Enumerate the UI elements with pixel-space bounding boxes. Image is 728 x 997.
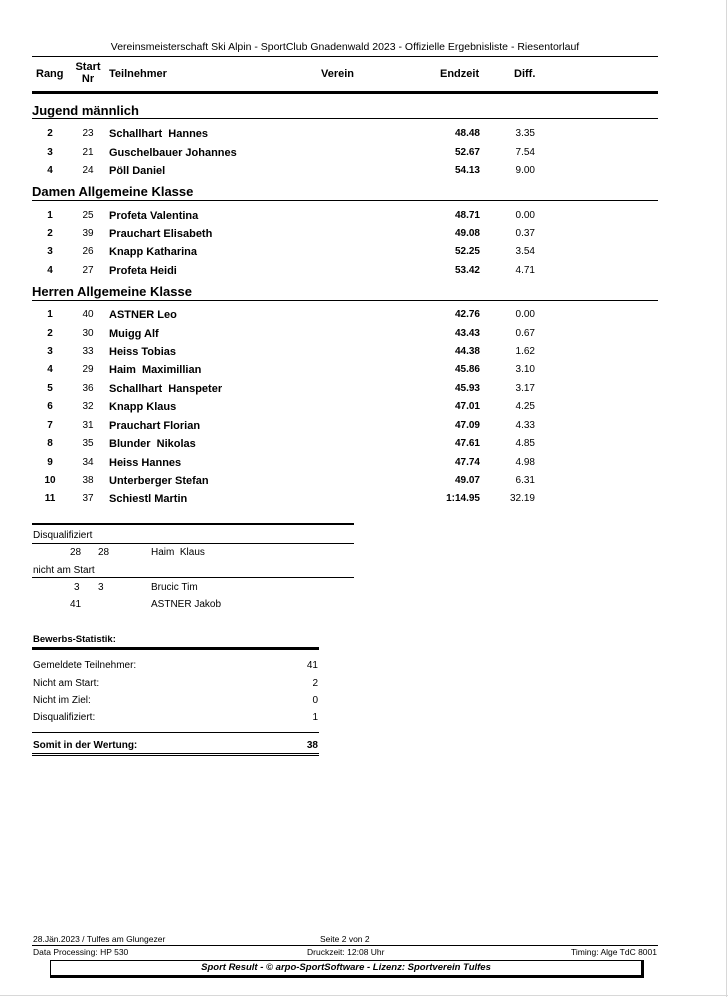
participant-name: Heiss Tobias — [109, 346, 177, 358]
dns-number: 41 — [70, 599, 82, 610]
table-row — [0, 265, 728, 281]
time-diff: 3.54 — [515, 246, 535, 257]
rank: 6 — [47, 401, 53, 412]
time-diff: 0.00 — [515, 210, 535, 221]
stat-value: 0 — [312, 695, 318, 706]
start-number: 34 — [82, 457, 94, 468]
table-row — [0, 364, 728, 380]
rank: 4 — [47, 364, 53, 375]
stat-label: Disqualifiziert: — [33, 712, 96, 723]
participant-name: Schallhart Hanspeter — [109, 383, 223, 395]
rank: 4 — [47, 165, 53, 176]
col-start-line2: Nr — [81, 73, 95, 85]
participant-name: Heiss Hannes — [109, 457, 182, 469]
time-diff: 7.54 — [515, 147, 535, 158]
start-number: 39 — [82, 228, 94, 239]
start-number: 26 — [82, 246, 94, 257]
end-time: 49.07 — [454, 475, 480, 486]
time-diff: 3.17 — [515, 383, 535, 394]
stat-total-value: 38 — [306, 740, 318, 751]
time-diff: 3.35 — [515, 128, 535, 139]
section-title: Herren Allgemeine Klasse — [32, 284, 192, 299]
col-teilnehmer: Teilnehmer — [109, 68, 167, 80]
participant-name: Knapp Katharina — [109, 246, 198, 258]
participant-name: Profeta Heidi — [109, 265, 177, 277]
table-row — [0, 420, 728, 436]
time-diff: 4.98 — [515, 457, 535, 468]
rank: 2 — [47, 128, 53, 139]
time-diff: 4.33 — [515, 420, 535, 431]
start-number: 23 — [82, 128, 94, 139]
start-number: 30 — [82, 328, 94, 339]
start-number: 32 — [82, 401, 94, 412]
participant-name: Prauchart Florian — [109, 420, 201, 432]
stats-title: Bewerbs-Statistik: — [33, 634, 116, 645]
stats-sum-rule — [32, 732, 319, 733]
end-time: 44.38 — [454, 346, 480, 357]
start-number: 24 — [82, 165, 94, 176]
start-number: 33 — [82, 346, 94, 357]
dns-number: 3 — [74, 582, 80, 593]
end-time: 49.08 — [454, 228, 480, 239]
start-number: 21 — [82, 147, 94, 158]
col-diff: Diff. — [514, 68, 536, 80]
rank: 4 — [47, 265, 53, 276]
participant-name: Prauchart Elisabeth — [109, 228, 213, 240]
participant-name: ASTNER Leo — [109, 309, 177, 321]
dns-rule — [32, 577, 354, 578]
table-row — [0, 309, 728, 325]
time-diff: 9.00 — [515, 165, 535, 176]
stat-value: 1 — [312, 712, 318, 723]
dsq-title: Disqualifiziert — [33, 530, 93, 541]
footer-rule — [32, 945, 658, 946]
time-diff: 3.10 — [515, 364, 535, 375]
section-rule — [32, 300, 658, 301]
rank: 2 — [47, 328, 53, 339]
start-number: 36 — [82, 383, 94, 394]
rank: 3 — [47, 147, 53, 158]
table-row — [0, 457, 728, 473]
table-row — [0, 346, 728, 362]
time-diff: 0.37 — [515, 228, 535, 239]
table-row — [0, 328, 728, 344]
participant-name: Schallhart Hannes — [109, 128, 209, 140]
table-row — [0, 210, 728, 226]
col-start — [72, 61, 104, 85]
participant-name: Guschelbauer Johannes — [109, 147, 237, 159]
stats-top-rule — [32, 647, 319, 650]
dsq-number: 28 — [70, 547, 82, 558]
header-bottom-rule — [32, 91, 658, 94]
end-time: 47.09 — [454, 420, 480, 431]
end-time: 48.71 — [454, 210, 480, 221]
dns-name: ASTNER Jakob — [151, 599, 222, 610]
stat-label: Gemeldete Teilnehmer: — [33, 660, 137, 671]
rank: 3 — [47, 346, 53, 357]
start-number: 37 — [82, 493, 94, 504]
participant-name: Schiestl Martin — [109, 493, 188, 505]
table-row — [0, 383, 728, 399]
end-time: 48.48 — [454, 128, 480, 139]
time-diff: 6.31 — [515, 475, 535, 486]
table-row — [0, 228, 728, 244]
dsq-rule — [32, 543, 354, 544]
rank: 11 — [44, 493, 56, 504]
table-row — [0, 475, 728, 491]
dns-name: Brucic Tim — [151, 582, 198, 593]
participant-name: Pöll Daniel — [109, 165, 166, 177]
start-number: 27 — [82, 265, 94, 276]
col-start-line1: Start — [75, 61, 101, 73]
col-endzeit: Endzeit — [440, 68, 480, 80]
end-time: 47.61 — [454, 438, 480, 449]
header-rule — [32, 56, 658, 57]
participant-name: Knapp Klaus — [109, 401, 177, 413]
start-number: 40 — [82, 309, 94, 320]
footer-page: Seite 2 von 2 — [320, 934, 370, 944]
section-rule — [32, 118, 658, 119]
end-time: 47.74 — [454, 457, 480, 468]
end-time: 54.13 — [454, 165, 480, 176]
rank: 8 — [47, 438, 53, 449]
table-row — [0, 165, 728, 181]
rank: 3 — [47, 246, 53, 257]
end-time: 52.67 — [454, 147, 480, 158]
section-rule — [32, 200, 658, 201]
dns-title: nicht am Start — [33, 565, 95, 576]
col-verein: Verein — [321, 68, 355, 80]
end-time: 43.43 — [454, 328, 480, 339]
rank: 2 — [47, 228, 53, 239]
start-number: 29 — [82, 364, 94, 375]
participant-name: Profeta Valentina — [109, 210, 199, 222]
section-title: Jugend männlich — [32, 103, 139, 118]
rank: 9 — [47, 457, 53, 468]
rank: 5 — [47, 383, 53, 394]
end-time: 1:14.95 — [446, 493, 480, 504]
participant-name: Haim Maximillian — [109, 364, 202, 376]
time-diff: 1.62 — [515, 346, 535, 357]
time-diff: 4.25 — [515, 401, 535, 412]
dsq-start: 28 — [98, 547, 110, 558]
end-time: 42.76 — [454, 309, 480, 320]
time-diff: 4.85 — [515, 438, 535, 449]
table-row — [0, 147, 728, 163]
participant-name: Unterberger Stefan — [109, 475, 209, 487]
dsq-top-rule — [32, 523, 354, 525]
stats-bottom-rule — [32, 753, 319, 754]
start-number: 38 — [82, 475, 94, 486]
stat-label: Nicht im Ziel: — [33, 695, 91, 706]
stat-value: 41 — [306, 660, 318, 671]
footer-timing: Timing: Alge TdC 8001 — [571, 947, 657, 957]
footer-print-time: Druckzeit: 12:08 Uhr — [307, 947, 385, 957]
rank: 10 — [44, 475, 56, 486]
time-diff: 0.00 — [515, 309, 535, 320]
page-edge — [0, 995, 728, 996]
footer-date-place: 28.Jän.2023 / Tulfes am Glungezer — [33, 934, 166, 944]
license-box: Sport Result - © arpo-SportSoftware - Lizenz: Sportverein Tulfes — [50, 960, 644, 978]
time-diff: 32.19 — [509, 493, 535, 504]
end-time: 45.86 — [454, 364, 480, 375]
participant-name: Muigg Alf — [109, 328, 159, 340]
dns-start: 3 — [98, 582, 104, 593]
dsq-name: Haim Klaus — [151, 547, 205, 558]
start-number: 31 — [82, 420, 94, 431]
table-row — [0, 246, 728, 262]
rank: 1 — [47, 309, 53, 320]
table-row — [0, 438, 728, 454]
end-time: 53.42 — [454, 265, 480, 276]
rank: 1 — [47, 210, 53, 221]
time-diff: 4.71 — [515, 265, 535, 276]
stat-label: Nicht am Start: — [33, 678, 100, 689]
table-row — [0, 401, 728, 417]
section-title: Damen Allgemeine Klasse — [32, 184, 194, 199]
participant-name: Blunder Nikolas — [109, 438, 196, 450]
rank: 7 — [47, 420, 53, 431]
table-row — [0, 493, 728, 509]
stats-bottom-rule — [32, 755, 319, 756]
time-diff: 0.67 — [515, 328, 535, 339]
col-rang: Rang — [36, 68, 64, 80]
table-row — [0, 128, 728, 144]
stat-value: 2 — [312, 678, 318, 689]
end-time: 45.93 — [454, 383, 480, 394]
stat-total-label: Somit in der Wertung: — [33, 740, 138, 751]
footer-data-processing: Data Processing: HP 530 — [33, 947, 129, 957]
end-time: 52.25 — [454, 246, 480, 257]
page-title: Vereinsmeisterschaft Ski Alpin - SportClub Gnadenwald 2023 - Offizielle Ergebnisliste - Riesentorlauf — [110, 41, 580, 53]
start-number: 25 — [82, 210, 94, 221]
start-number: 35 — [82, 438, 94, 449]
end-time: 47.01 — [454, 401, 480, 412]
